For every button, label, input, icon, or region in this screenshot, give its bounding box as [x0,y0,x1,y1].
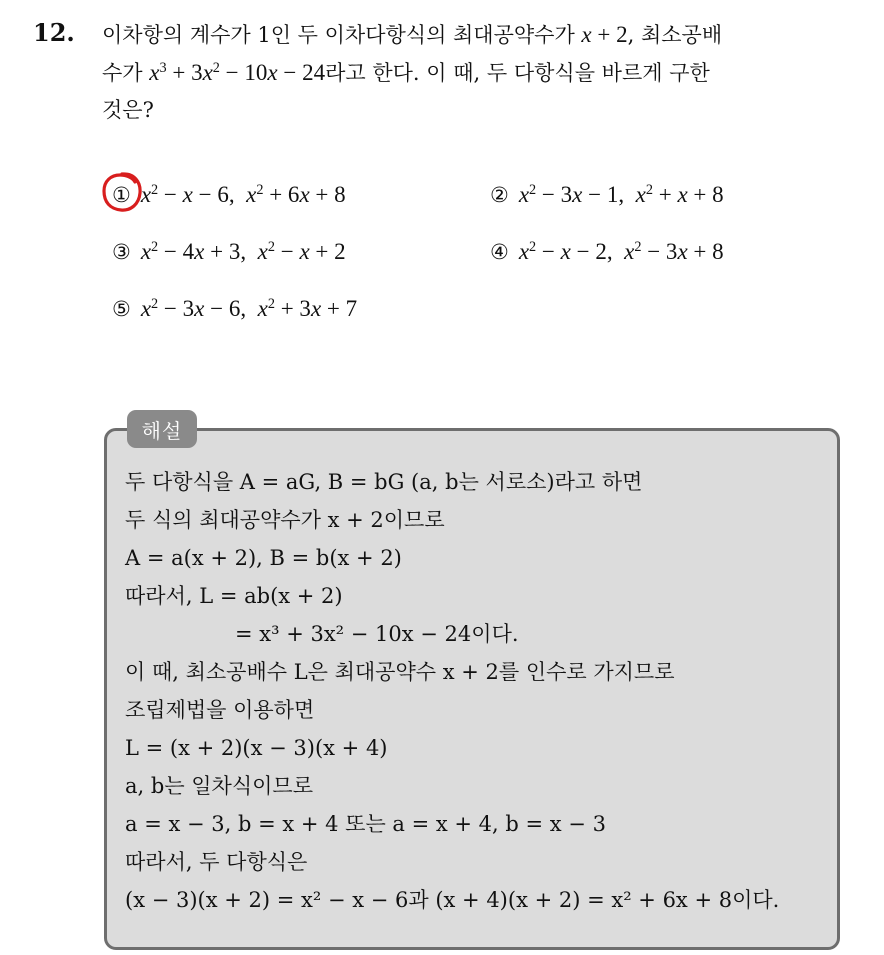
solution-line: 두 다항식을 A = aG, B = bG (a, b는 서로소)라고 하면 [125,470,643,494]
solution-line: (x − 3)(x + 2) = x² − x − 6과 (x + 4)(x + 2) = x² + 6x + 8이다. [125,888,780,912]
choice-number: ② [490,183,509,207]
solution-line: 조립제법을 이용하면 [125,698,315,722]
solution-line: a = x − 3, b = x + 4 또는 a = x + 4, b = x − 3 [125,812,606,836]
choice-1[interactable] [112,175,346,215]
solution-line: = x³ + 3x² − 10x − 24이다. [235,622,519,646]
question-line-3: 것은? [102,98,154,122]
gcd-expression: x + 2 [581,22,628,47]
choice-3[interactable] [112,232,346,272]
question-line-2: 수가 $x^3 + 3x^2 - 10x - 24$라고 한다. 이 때, 두 다항식을 바르게 구한 [102,60,710,85]
choice-number: ③ [112,240,131,264]
choice-expression: $x^2 - 3x - 6$, $x^2 + 3x + 7$ [140,296,358,321]
solution-line: 두 식의 최대공약수가 x + 2이므로 [125,508,445,532]
choice-5[interactable] [112,289,357,329]
solution-line: A = a(x + 2), B = b(x + 2) [125,546,402,570]
question-text [102,16,862,129]
solution-line: 따라서, 두 다항식은 [125,850,308,874]
question-line-1: 이차항의 계수가 1인 두 이차다항식의 최대공약수가 x + 2, 최소공배 [102,22,723,47]
choice-2[interactable] [490,175,724,215]
choice-expression: $x^2 - 4x + 3$, $x^2 - x + 2$ [140,239,346,264]
solution-line: L = (x + 2)(x − 3)(x + 4) [125,736,388,760]
lcm-expression: $x^3 + 3x^2 - 10x - 24$ [149,60,326,85]
choice-expression: $x^2 - x - 2$, $x^2 - 3x + 8$ [518,239,724,264]
choice-expression: $x^2 - x - 6$, $x^2 + 6x + 8$ [140,182,346,207]
choice-number: ④ [490,240,509,264]
choice-number: ① [112,183,131,207]
solution-line: a, b는 일차식이므로 [125,774,313,798]
choice-4[interactable] [490,232,724,272]
solution-text [125,463,835,919]
question-number: 12. [33,18,75,47]
solution-tag: 해설 [127,410,197,448]
choice-number: ⑤ [112,297,131,321]
solution-line: 따라서, L = ab(x + 2) [125,584,343,608]
solution-line: 이 때, 최소공배수 L은 최대공약수 x + 2를 인수로 가지므로 [125,660,675,684]
choice-expression: $x^2 - 3x - 1$, $x^2 + x + 8$ [518,182,724,207]
